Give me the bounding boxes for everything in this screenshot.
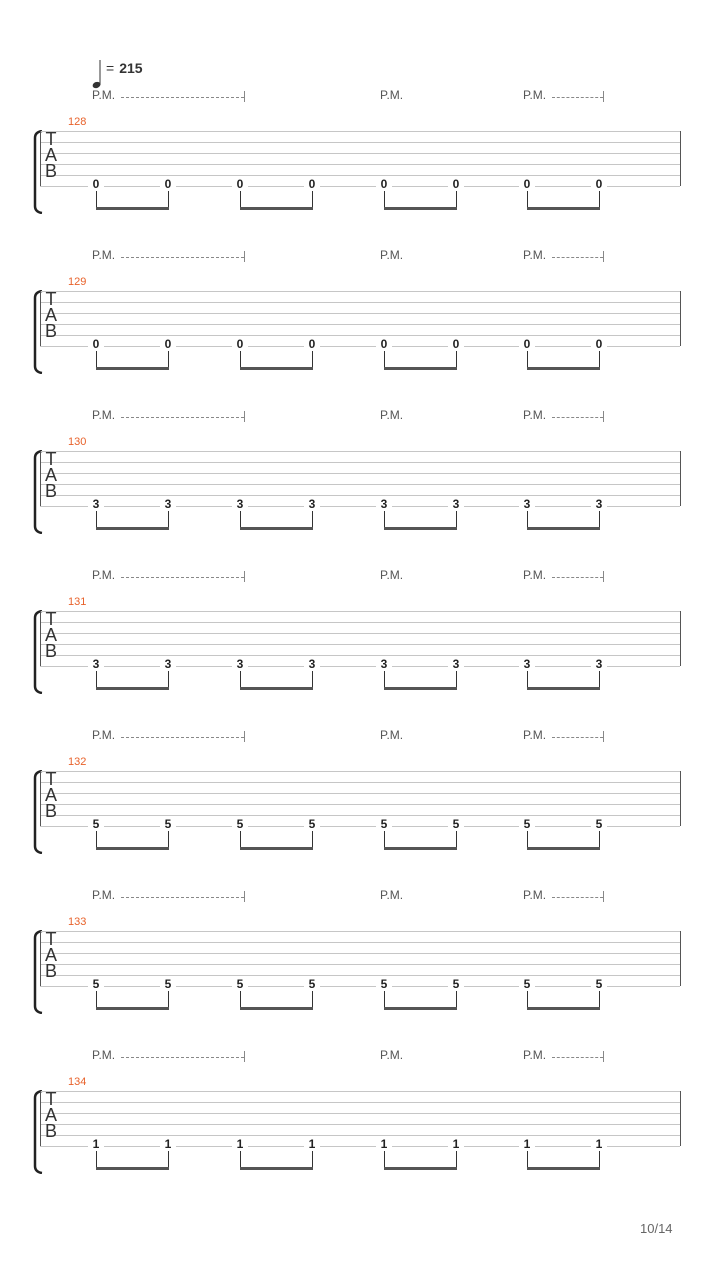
fret-number[interactable]: 3 xyxy=(591,658,607,671)
fret-number[interactable]: 1 xyxy=(88,1138,104,1151)
tab-string-line xyxy=(40,1102,680,1103)
fret-number[interactable]: 3 xyxy=(304,658,320,671)
palm-mute-marker xyxy=(523,1048,605,1064)
eighth-note-beam xyxy=(240,367,313,370)
tab-system xyxy=(0,546,720,676)
tab-clef-letter: T xyxy=(45,449,57,469)
tab-string-line xyxy=(40,473,680,474)
tab-string-line xyxy=(40,1113,680,1114)
fret-number[interactable]: 0 xyxy=(88,338,104,351)
eighth-note-beam xyxy=(384,1167,457,1170)
tab-string-line xyxy=(40,931,680,932)
tab-string-line xyxy=(40,1124,680,1125)
tab-clef-letter: B xyxy=(44,321,57,341)
tab-clef-letter: T xyxy=(45,929,57,949)
palm-mute-extension xyxy=(121,1057,244,1058)
palm-mute-marker xyxy=(92,88,246,104)
palm-mute-end xyxy=(603,91,604,102)
fret-number[interactable]: 5 xyxy=(304,978,320,991)
palm-mute-marker xyxy=(92,248,246,264)
tab-clef-letter: B xyxy=(44,1121,57,1141)
palm-mute-label: P.M. xyxy=(92,888,116,902)
tab-string-line xyxy=(40,666,680,667)
tab-string-line xyxy=(40,942,680,943)
tab-clef-letter: B xyxy=(44,481,57,501)
tab-string-line xyxy=(40,655,680,656)
fret-number[interactable]: 3 xyxy=(376,498,392,511)
fret-number[interactable]: 3 xyxy=(591,498,607,511)
tab-system xyxy=(0,1026,720,1156)
tab-string-line xyxy=(40,484,680,485)
fret-number[interactable]: 3 xyxy=(519,498,535,511)
palm-mute-extension xyxy=(121,257,244,258)
tab-clef-letter: B xyxy=(44,161,57,181)
measure-number: 133 xyxy=(68,916,87,928)
eighth-note-beam xyxy=(527,367,600,370)
tab-system xyxy=(0,386,720,516)
system-start-barline xyxy=(40,611,41,666)
tab-clef-letter: A xyxy=(44,785,57,805)
eighth-note-beam xyxy=(527,1167,600,1170)
fret-number[interactable]: 1 xyxy=(232,1138,248,1151)
tab-system xyxy=(0,706,720,836)
measure-barline xyxy=(680,611,681,666)
measure-barline xyxy=(680,931,681,986)
eighth-note-beam xyxy=(384,367,457,370)
palm-mute-label: P.M. xyxy=(380,568,404,582)
tab-clef-letter: B xyxy=(44,641,57,661)
palm-mute-marker xyxy=(92,888,246,904)
fret-number[interactable]: 0 xyxy=(304,338,320,351)
tab-clef-letter: B xyxy=(44,801,57,821)
fret-number[interactable]: 5 xyxy=(88,978,104,991)
fret-number[interactable]: 3 xyxy=(88,658,104,671)
palm-mute-label: P.M. xyxy=(523,248,547,262)
tab-string-line xyxy=(40,1146,680,1147)
palm-mute-label: P.M. xyxy=(523,88,547,102)
measure-barline xyxy=(680,131,681,186)
palm-mute-marker xyxy=(380,568,411,584)
tab-clef-letter: T xyxy=(45,609,57,629)
tab-clef xyxy=(43,131,59,179)
tab-string-line xyxy=(40,175,680,176)
palm-mute-label: P.M. xyxy=(380,888,404,902)
fret-number[interactable]: 5 xyxy=(519,818,535,831)
tab-clef-letter: T xyxy=(45,129,57,149)
fret-number[interactable]: 3 xyxy=(519,658,535,671)
fret-number[interactable]: 3 xyxy=(160,498,176,511)
palm-mute-extension xyxy=(121,97,244,98)
tab-clef-letter: B xyxy=(44,961,57,981)
fret-number[interactable]: 5 xyxy=(591,818,607,831)
palm-mute-end xyxy=(244,891,245,902)
palm-mute-label: P.M. xyxy=(380,408,404,422)
fret-number[interactable]: 1 xyxy=(304,1138,320,1151)
palm-mute-end xyxy=(603,411,604,422)
eighth-note-beam xyxy=(96,207,169,210)
eighth-note-beam xyxy=(527,207,600,210)
tab-string-line xyxy=(40,313,680,314)
eighth-note-beam xyxy=(96,527,169,530)
fret-number[interactable]: 5 xyxy=(448,978,464,991)
fret-number[interactable]: 5 xyxy=(88,818,104,831)
fret-number[interactable]: 5 xyxy=(232,978,248,991)
tab-string-line xyxy=(40,633,680,634)
eighth-note-beam xyxy=(384,207,457,210)
fret-number[interactable]: 3 xyxy=(448,498,464,511)
palm-mute-extension xyxy=(121,737,244,738)
palm-mute-marker xyxy=(523,408,605,424)
eighth-note-beam xyxy=(240,527,313,530)
palm-mute-extension xyxy=(552,577,603,578)
fret-number[interactable]: 5 xyxy=(160,978,176,991)
tab-string-line xyxy=(40,451,680,452)
palm-mute-marker xyxy=(380,248,411,264)
palm-mute-label: P.M. xyxy=(523,568,547,582)
eighth-note-beam xyxy=(240,207,313,210)
fret-number[interactable]: 5 xyxy=(519,978,535,991)
tab-string-line xyxy=(40,131,680,132)
palm-mute-label: P.M. xyxy=(380,88,404,102)
tab-string-line xyxy=(40,986,680,987)
tab-string-line xyxy=(40,826,680,827)
eighth-note-beam xyxy=(384,847,457,850)
tab-system xyxy=(0,66,720,196)
palm-mute-label: P.M. xyxy=(380,248,404,262)
system-start-barline xyxy=(40,931,41,986)
fret-number[interactable]: 3 xyxy=(232,498,248,511)
tab-string-line xyxy=(40,462,680,463)
tab-string-line xyxy=(40,793,680,794)
tab-string-line xyxy=(40,953,680,954)
palm-mute-end xyxy=(244,571,245,582)
fret-number[interactable]: 3 xyxy=(232,658,248,671)
tab-clef-letter: A xyxy=(44,145,57,165)
fret-number[interactable]: 0 xyxy=(304,178,320,191)
fret-number[interactable]: 0 xyxy=(376,178,392,191)
palm-mute-end xyxy=(603,571,604,582)
palm-mute-label: P.M. xyxy=(380,1048,404,1062)
tab-string-line xyxy=(40,291,680,292)
palm-mute-label: P.M. xyxy=(92,248,116,262)
eighth-note-beam xyxy=(96,367,169,370)
fret-number[interactable]: 0 xyxy=(448,178,464,191)
tab-clef-letter: A xyxy=(44,625,57,645)
tab-string-line xyxy=(40,324,680,325)
fret-number[interactable]: 0 xyxy=(591,178,607,191)
fret-number[interactable]: 0 xyxy=(88,178,104,191)
fret-number[interactable]: 3 xyxy=(88,498,104,511)
tab-clef xyxy=(43,1091,59,1139)
tab-clef xyxy=(43,771,59,819)
fret-number[interactable]: 0 xyxy=(519,338,535,351)
eighth-note-beam xyxy=(96,1007,169,1010)
eighth-note-beam xyxy=(96,847,169,850)
tab-string-line xyxy=(40,495,680,496)
palm-mute-extension xyxy=(552,737,603,738)
tab-string-line xyxy=(40,804,680,805)
tab-clef xyxy=(43,931,59,979)
palm-mute-extension xyxy=(552,97,603,98)
fret-number[interactable]: 0 xyxy=(232,338,248,351)
tab-clef xyxy=(43,451,59,499)
tab-clef-letter: A xyxy=(44,305,57,325)
fret-number[interactable]: 0 xyxy=(519,178,535,191)
fret-number[interactable]: 3 xyxy=(448,658,464,671)
tab-string-line xyxy=(40,815,680,816)
system-start-barline xyxy=(40,451,41,506)
palm-mute-label: P.M. xyxy=(92,1048,116,1062)
palm-mute-label: P.M. xyxy=(523,1048,547,1062)
eighth-note-beam xyxy=(240,1007,313,1010)
eighth-note-beam xyxy=(384,1007,457,1010)
palm-mute-extension xyxy=(121,577,244,578)
measure-barline xyxy=(680,291,681,346)
palm-mute-extension xyxy=(121,897,244,898)
fret-number[interactable]: 5 xyxy=(232,818,248,831)
fret-number[interactable]: 0 xyxy=(160,178,176,191)
tab-string-line xyxy=(40,346,680,347)
tab-string-line xyxy=(40,771,680,772)
fret-number[interactable]: 0 xyxy=(160,338,176,351)
eighth-note-beam xyxy=(384,527,457,530)
tab-clef xyxy=(43,611,59,659)
palm-mute-marker xyxy=(92,568,246,584)
palm-mute-label: P.M. xyxy=(523,888,547,902)
palm-mute-label: P.M. xyxy=(92,568,116,582)
page-number: 10/14 xyxy=(640,1221,673,1236)
tab-clef-letter: T xyxy=(45,1089,57,1109)
measure-number: 129 xyxy=(68,276,87,288)
palm-mute-end xyxy=(244,91,245,102)
palm-mute-marker xyxy=(380,408,411,424)
palm-mute-end xyxy=(244,731,245,742)
system-start-barline xyxy=(40,771,41,826)
palm-mute-marker xyxy=(380,728,411,744)
tab-string-line xyxy=(40,644,680,645)
fret-number[interactable]: 5 xyxy=(376,818,392,831)
tab-string-line xyxy=(40,1091,680,1092)
tab-string-line xyxy=(40,186,680,187)
palm-mute-marker xyxy=(523,728,605,744)
palm-mute-end xyxy=(603,891,604,902)
measure-number: 131 xyxy=(68,596,87,608)
tab-string-line xyxy=(40,975,680,976)
fret-number[interactable]: 5 xyxy=(591,978,607,991)
eighth-note-beam xyxy=(96,1167,169,1170)
palm-mute-marker xyxy=(380,1048,411,1064)
tab-string-line xyxy=(40,302,680,303)
palm-mute-marker xyxy=(523,568,605,584)
palm-mute-label: P.M. xyxy=(523,728,547,742)
eighth-note-beam xyxy=(240,687,313,690)
fret-number[interactable]: 5 xyxy=(304,818,320,831)
tab-clef-letter: A xyxy=(44,945,57,965)
tab-string-line xyxy=(40,335,680,336)
palm-mute-marker xyxy=(523,888,605,904)
fret-number[interactable]: 1 xyxy=(519,1138,535,1151)
palm-mute-end xyxy=(603,251,604,262)
tab-string-line xyxy=(40,611,680,612)
fret-number[interactable]: 0 xyxy=(232,178,248,191)
palm-mute-marker xyxy=(92,1048,246,1064)
measure-barline xyxy=(680,771,681,826)
tab-string-line xyxy=(40,164,680,165)
eighth-note-beam xyxy=(527,687,600,690)
measure-number: 130 xyxy=(68,436,87,448)
tempo-value: 215 xyxy=(119,60,143,76)
fret-number[interactable]: 0 xyxy=(376,338,392,351)
fret-number[interactable]: 1 xyxy=(376,1138,392,1151)
tab-string-line xyxy=(40,964,680,965)
fret-number[interactable]: 5 xyxy=(376,978,392,991)
palm-mute-label: P.M. xyxy=(92,408,116,422)
tab-system xyxy=(0,226,720,356)
palm-mute-marker xyxy=(92,728,246,744)
fret-number[interactable]: 0 xyxy=(448,338,464,351)
palm-mute-extension xyxy=(552,257,603,258)
tempo-equals: = xyxy=(106,60,115,76)
palm-mute-label: P.M. xyxy=(92,728,116,742)
measure-barline xyxy=(680,1091,681,1146)
measure-number: 134 xyxy=(68,1076,87,1088)
tab-string-line xyxy=(40,622,680,623)
measure-number: 128 xyxy=(68,116,87,128)
fret-number[interactable]: 3 xyxy=(304,498,320,511)
tab-clef-letter: T xyxy=(45,289,57,309)
eighth-note-beam xyxy=(527,527,600,530)
palm-mute-end xyxy=(603,731,604,742)
palm-mute-label: P.M. xyxy=(92,88,116,102)
measure-barline xyxy=(680,451,681,506)
tab-string-line xyxy=(40,153,680,154)
system-start-barline xyxy=(40,291,41,346)
palm-mute-extension xyxy=(552,897,603,898)
palm-mute-end xyxy=(244,1051,245,1062)
fret-number[interactable]: 5 xyxy=(448,818,464,831)
eighth-note-beam xyxy=(527,1007,600,1010)
tab-clef-letter: A xyxy=(44,1105,57,1125)
system-start-barline xyxy=(40,1091,41,1146)
fret-number[interactable]: 5 xyxy=(160,818,176,831)
palm-mute-end xyxy=(244,411,245,422)
fret-number[interactable]: 1 xyxy=(591,1138,607,1151)
tab-system xyxy=(0,866,720,996)
palm-mute-extension xyxy=(121,417,244,418)
palm-mute-end xyxy=(603,1051,604,1062)
fret-number[interactable]: 3 xyxy=(376,658,392,671)
fret-number[interactable]: 1 xyxy=(160,1138,176,1151)
eighth-note-beam xyxy=(240,847,313,850)
eighth-note-beam xyxy=(96,687,169,690)
measure-number: 132 xyxy=(68,756,87,768)
palm-mute-marker xyxy=(523,248,605,264)
palm-mute-label: P.M. xyxy=(523,408,547,422)
fret-number[interactable]: 0 xyxy=(591,338,607,351)
system-start-barline xyxy=(40,131,41,186)
eighth-note-beam xyxy=(527,847,600,850)
palm-mute-marker xyxy=(380,88,411,104)
palm-mute-extension xyxy=(552,1057,603,1058)
palm-mute-label: P.M. xyxy=(380,728,404,742)
palm-mute-marker xyxy=(523,88,605,104)
tab-string-line xyxy=(40,1135,680,1136)
tab-string-line xyxy=(40,142,680,143)
palm-mute-marker xyxy=(92,408,246,424)
tab-string-line xyxy=(40,506,680,507)
fret-number[interactable]: 3 xyxy=(160,658,176,671)
eighth-note-beam xyxy=(240,1167,313,1170)
palm-mute-extension xyxy=(552,417,603,418)
tab-clef xyxy=(43,291,59,339)
tab-string-line xyxy=(40,782,680,783)
tab-clef-letter: A xyxy=(44,465,57,485)
fret-number[interactable]: 1 xyxy=(448,1138,464,1151)
palm-mute-marker xyxy=(380,888,411,904)
palm-mute-end xyxy=(244,251,245,262)
eighth-note-beam xyxy=(384,687,457,690)
tab-clef-letter: T xyxy=(45,769,57,789)
